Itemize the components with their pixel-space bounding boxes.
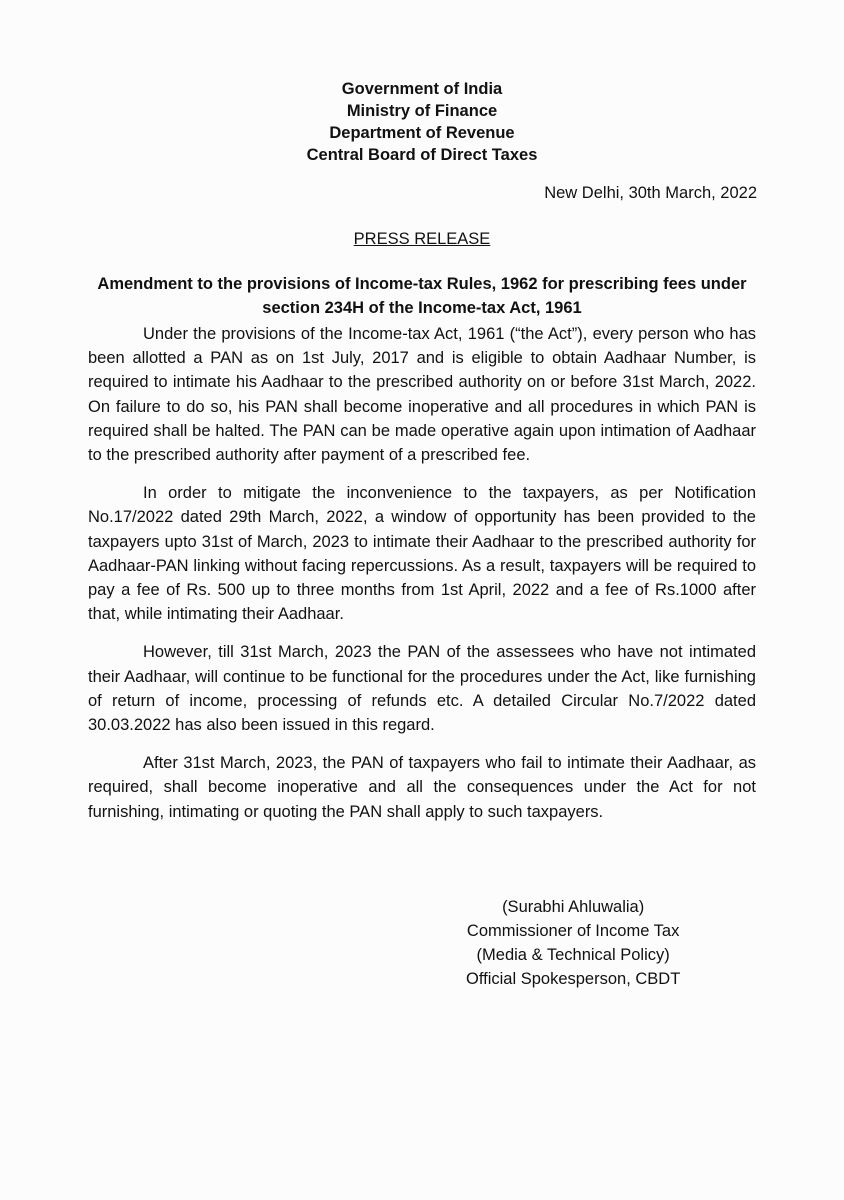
dateline: New Delhi, 30th March, 2022	[544, 184, 757, 202]
signatory-name: (Surabhi Ahluwalia)	[502, 898, 645, 916]
letterhead-ministry: Ministry of Finance	[346, 102, 498, 120]
paragraph-3: However, till 31st March, 2023 the PAN of the assessees who have not intimated their Aadhaar, will continue to be functional for the procedures under the Act, like furnishing of return of income, processing of refunds etc. A detailed Circular No.7/2022 dated 30.03.2022 has also been issued in this regard.	[88, 643, 756, 735]
subject-heading: Amendment to the provisions of Income-tax Rules, 1962 for prescribing fees under section 234H of the Income-tax Act, 1961	[97, 275, 747, 317]
letterhead-department: Department of Revenue	[329, 124, 515, 142]
signatory-division: (Media & Technical Policy)	[476, 946, 670, 964]
signatory-title: Commissioner of Income Tax	[466, 922, 680, 940]
signatory-role: Official Spokesperson, CBDT	[466, 970, 681, 988]
signature-block	[466, 895, 680, 991]
paragraph-2: In order to mitigate the inconvenience to the taxpayers, as per Notification No.17/2022 dated 29th March, 2022, a window of opportunity has been provided to the taxpayers upto 31st of March, 2023 to intimate their Aadhaar to the prescribed authority for Aadhaar-PAN linking without facing repercussions. As a result, taxpayers will be required to pay a fee of Rs. 500 up to three months from 1st April, 2022 and a fee of Rs.1000 after that, while intimating their Aadhaar.	[88, 484, 756, 624]
letterhead	[0, 78, 844, 166]
letterhead-government: Government of India	[341, 80, 503, 98]
body-text	[88, 322, 756, 838]
paragraph-4: After 31st March, 2023, the PAN of taxpayers who fail to intimate their Aadhaar, as required, shall become inoperative and all the consequences under the Act for not furnishing, intimating or quoting the PAN shall apply to such taxpayers.	[88, 754, 756, 821]
letterhead-board: Central Board of Direct Taxes	[306, 146, 538, 164]
press-release-heading: PRESS RELEASE	[353, 230, 491, 248]
paragraph-1: Under the provisions of the Income-tax Act, 1961 (“the Act”), every person who has been allotted a PAN as on 1st July, 2017 and is eligible to obtain Aadhaar Number, is required to intimate his Aadhaar to the prescribed authority on or before 31st March, 2022. On failure to do so, his PAN shall become inoperative and all procedures in which PAN is required shall be halted. The PAN can be made operative again upon intimation of Aadhaar to the prescribed authority after payment of a prescribed fee.	[88, 325, 756, 465]
